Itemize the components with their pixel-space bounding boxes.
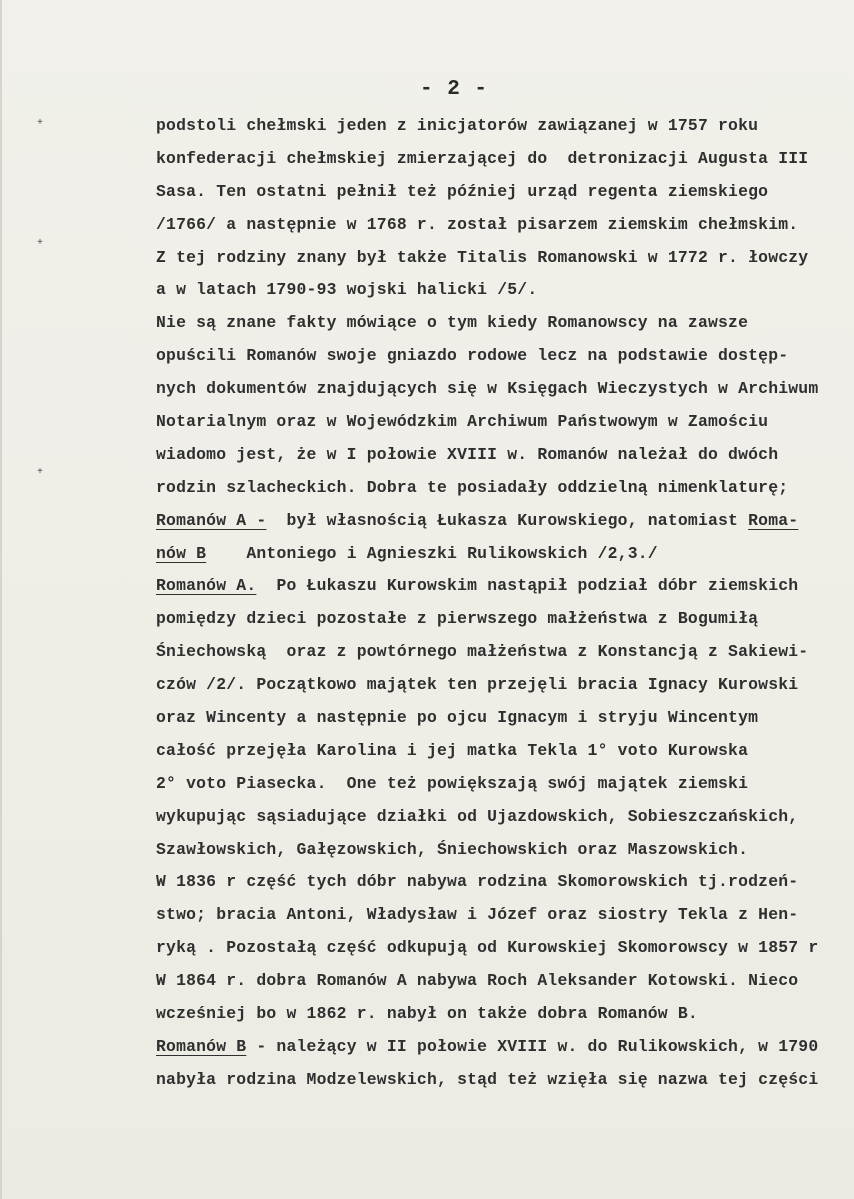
underlined-heading: nów B xyxy=(156,543,207,563)
text-line xyxy=(156,702,854,735)
text-line xyxy=(156,899,854,932)
text-segment: podstoli chełmski jeden z inicjatorów zawiązanej w 1757 roku xyxy=(156,116,759,135)
text-line xyxy=(156,603,854,636)
text-line xyxy=(156,768,854,801)
text-segment: nabyła rodzina Modzelewskich, stąd też wzięła się nazwa tej części xyxy=(156,1069,819,1089)
text-segment: pomiędzy dzieci pozostałe z pierwszego małżeństwa z Bogumiłą xyxy=(156,609,759,629)
text-segment: Śniechowską oraz z powtórnego małżeństwa z Konstancją z Sakiewi- xyxy=(156,642,809,662)
text-segment: W 1836 r część tych dóbr nabywa rodzina Skomorowskich tj.rodzeń- xyxy=(156,872,799,892)
text-segment: rodzin szlacheckich. Dobra te posiadały oddzielną nimenklaturę; xyxy=(156,477,789,497)
underlined-heading: Romanów A - xyxy=(156,510,267,530)
text-segment: wcześniej bo w 1862 r. nabył on także dobra Romanów B. xyxy=(156,1004,698,1024)
text-segment: stwo; bracia Antoni, Władysław i Józef oraz siostry Tekla z Hen- xyxy=(156,905,799,925)
text-line xyxy=(156,110,854,143)
text-line xyxy=(156,801,854,834)
margin-mark: + xyxy=(37,467,44,478)
text-line xyxy=(156,307,854,340)
body-text xyxy=(156,110,854,1097)
text-segment: całość przejęła Karolina i jej matka Tekla 1° voto Kurowska xyxy=(156,740,749,760)
text-segment: Notarialnym oraz w Wojewódzkim Archiwum Państwowym w Zamościu xyxy=(156,412,769,432)
text-line xyxy=(156,932,854,965)
text-segment: W 1864 r. dobra Romanów A nabywa Roch Aleksander Kotowski. Nieco xyxy=(156,971,799,991)
text-line xyxy=(156,274,854,307)
underlined-heading: Romanów B xyxy=(156,1036,247,1056)
text-segment: - należący w II połowie XVIII w. do Rulikowskich, w 1790 xyxy=(246,1036,819,1056)
text-line xyxy=(156,538,854,571)
text-segment: opuścili Romanów swoje gniazdo rodowe lecz na podstawie dostęp- xyxy=(156,346,789,366)
text-line xyxy=(156,406,854,439)
text-segment: ryką . Pozostałą część odkupują od Kurowskiej Skomorowscy w 1857 r xyxy=(156,938,819,958)
text-line xyxy=(156,1031,854,1064)
text-line xyxy=(156,735,854,768)
text-segment: Po Łukaszu Kurowskim nastąpił podział dóbr ziemskich xyxy=(256,576,799,596)
text-segment: był własnością Łukasza Kurowskiego, natomiast xyxy=(266,510,749,530)
text-segment: /1766/ a następnie w 1768 r. został pisarzem ziemskim chełmskim. xyxy=(156,214,799,234)
text-line xyxy=(156,505,854,538)
text-line xyxy=(156,340,854,373)
text-line xyxy=(156,472,854,505)
text-segment: wiadomo jest, że w I połowie XVIII w. Romanów należał do dwóch xyxy=(156,444,779,464)
text-segment: nych dokumentów znajdujących się w Księgach Wieczystych w Archiwum xyxy=(156,379,819,399)
margin-mark: + xyxy=(37,118,44,129)
text-line xyxy=(156,439,854,472)
text-line xyxy=(156,209,854,242)
page-number: - 2 - xyxy=(419,78,488,101)
text-line xyxy=(156,834,854,867)
text-line xyxy=(156,998,854,1031)
text-segment: oraz Wincenty a następnie po ojcu Ignacym i stryju Wincentym xyxy=(156,708,759,728)
underlined-heading: Romanów A. xyxy=(156,576,257,596)
text-segment: Z tej rodziny znany był także Titalis Romanowski w 1772 r. łowczy xyxy=(156,247,809,267)
text-line xyxy=(156,1064,854,1097)
text-line xyxy=(156,176,854,209)
text-segment: Szawłowskich, Gałęzowskich, Śniechowskich oraz Maszowskich. xyxy=(156,839,749,859)
text-segment: Nie są znane fakty mówiące o tym kiedy Romanowscy na zawsze xyxy=(156,313,749,333)
text-line xyxy=(156,143,854,176)
text-line xyxy=(156,866,854,899)
text-segment: wykupując sąsiadujące działki od Ujazdowskich, Sobieszczańskich, xyxy=(156,806,799,826)
text-line xyxy=(156,373,854,406)
margin-mark: + xyxy=(37,238,44,249)
text-line xyxy=(156,965,854,998)
text-segment: czów /2/. Początkowo majątek ten przejęli bracia Ignacy Kurowski xyxy=(156,675,799,695)
text-segment: konfederacji chełmskiej zmierzającej do detronizacji Augusta III xyxy=(156,148,809,168)
text-segment: Sasa. Ten ostatni pełnił też później urząd regenta ziemskiego xyxy=(156,181,769,201)
text-line xyxy=(156,636,854,669)
text-line xyxy=(156,570,854,603)
text-segment: a w latach 1790-93 wojski halicki /5/. xyxy=(156,280,538,300)
text-segment: Antoniego i Agnieszki Rulikowskich /2,3./ xyxy=(206,543,658,563)
underlined-heading: Roma- xyxy=(748,510,799,530)
text-segment: 2° voto Piasecka. One też powiększają swój majątek ziemski xyxy=(156,773,749,793)
text-line xyxy=(156,242,854,275)
text-line xyxy=(156,669,854,702)
